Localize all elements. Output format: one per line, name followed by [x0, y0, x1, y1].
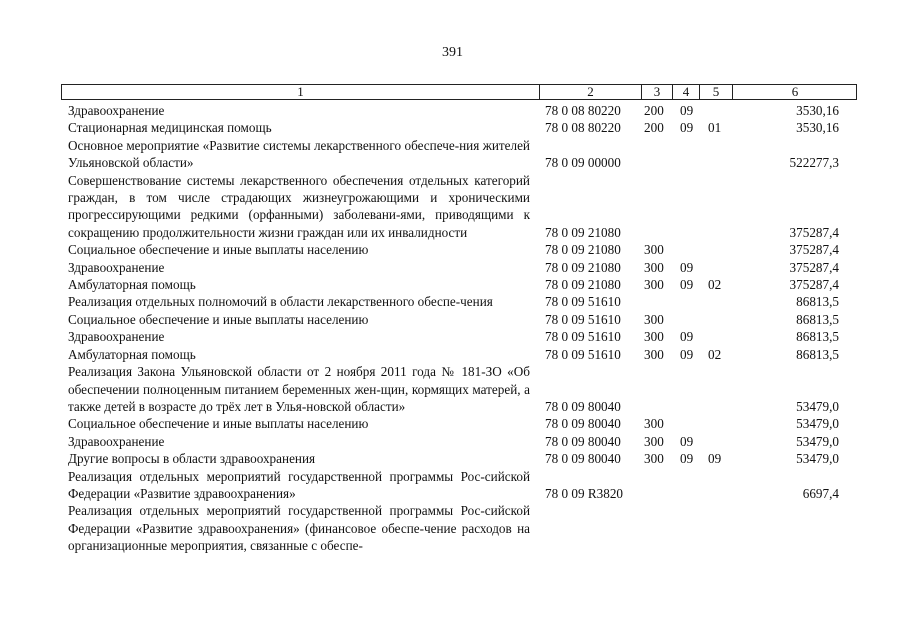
- row-expense-type: 300: [644, 242, 664, 258]
- row-amount: 522277,3: [789, 155, 839, 171]
- row-code: 78 0 09 21080: [545, 259, 621, 275]
- table-header: [61, 84, 857, 100]
- row-name: Другие вопросы в области здравоохранения: [68, 451, 316, 467]
- row-section: 09: [680, 259, 694, 275]
- row-expense-type: 300: [644, 329, 664, 345]
- header-col-2: 2: [587, 84, 594, 99]
- row-section: 09: [680, 451, 694, 467]
- row-subsection: 09: [708, 451, 722, 467]
- row-code: 78 0 09 51610: [545, 329, 621, 345]
- table-row: [0, 328, 905, 345]
- header-col-5: 5: [712, 84, 720, 99]
- row-code: 78 0 09 R3820: [545, 485, 624, 501]
- row-code: 78 0 09 51610: [545, 294, 621, 310]
- table-row: [0, 172, 905, 242]
- row-code: 78 0 09 21080: [545, 277, 621, 293]
- row-code: 78 0 09 21080: [545, 224, 621, 240]
- row-amount: 3530,16: [796, 103, 839, 118]
- row-amount: 3530,16: [796, 120, 839, 136]
- row-name: Здравоохранение: [68, 259, 165, 275]
- row-expense-type: 200: [644, 103, 664, 118]
- row-name: Здравоохранение: [68, 329, 165, 345]
- row-section: 09: [680, 277, 694, 293]
- row-code: 78 0 08 80220: [545, 103, 621, 118]
- row-section: 09: [680, 329, 694, 345]
- row-expense-type: 200: [644, 120, 664, 136]
- header-col-1: 1: [297, 84, 304, 99]
- row-name: Социальное обеспечение и иные выплаты населению: [68, 416, 369, 432]
- row-amount: 53479,0: [796, 398, 839, 414]
- table-row: [0, 346, 905, 363]
- row-name: Стационарная медицинская помощь: [68, 120, 272, 136]
- row-name: Реализация отдельных полномочий в области лекарственного обеспе-чения: [68, 294, 493, 310]
- table-row: [0, 450, 905, 467]
- table-row: [0, 433, 905, 450]
- page-number: 391: [442, 45, 463, 60]
- table-row: [0, 102, 905, 119]
- row-code: 78 0 09 80040: [545, 416, 621, 432]
- row-amount: 53479,0: [796, 451, 839, 467]
- row-name: Основное мероприятие «Развитие системы лекарственного обеспече-ния жителей Ульяновской области»: [68, 137, 530, 171]
- row-code: 78 0 09 51610: [545, 311, 621, 327]
- budget-table-body: [0, 102, 905, 555]
- row-name: Социальное обеспечение и иные выплаты населению: [68, 242, 369, 258]
- row-name: Совершенствование системы лекарственного обеспечения отдельных категорий граждан, в том числе страдающих жизнеугрожающими и хроническими прогрессирующими редкими (орфанными) заболевани-ями, приводящими к сокращению продолжительности жизни граждан или их инвалидности: [68, 172, 530, 240]
- table-row: [0, 293, 905, 310]
- row-amount: 86813,5: [796, 294, 839, 310]
- row-code: 78 0 09 80040: [545, 398, 621, 414]
- row-amount: 375287,4: [789, 259, 839, 275]
- row-expense-type: 300: [644, 451, 664, 467]
- row-expense-type: 300: [644, 433, 664, 449]
- row-code: 78 0 09 21080: [545, 242, 621, 258]
- row-code: 78 0 09 80040: [545, 451, 621, 467]
- row-amount: 86813,5: [796, 329, 839, 345]
- row-expense-type: 300: [644, 277, 664, 293]
- row-code: 78 0 09 00000: [545, 155, 621, 171]
- row-code: 78 0 08 80220: [545, 120, 621, 136]
- table-row: [0, 137, 905, 172]
- row-expense-type: 300: [644, 311, 664, 327]
- table-row: [0, 468, 905, 503]
- table-row: [0, 119, 905, 136]
- row-section: 09: [680, 346, 694, 362]
- row-amount: 53479,0: [796, 416, 839, 432]
- row-name: Реализация отдельных мероприятий государственной программы Рос-сийской Федерации «Развитие здравоохранения»: [68, 468, 530, 501]
- table-row: [0, 415, 905, 432]
- row-amount: 6697,4: [802, 485, 839, 501]
- row-section: 09: [680, 103, 694, 118]
- row-name: Реализация Закона Ульяновской области от 2 ноября 2011 года № 181-ЗО «Об обеспечении полноценным питанием беременных жен-щин, кормящих матерей, а также детей в возрасте до трёх лет в Улья-новской области»: [68, 364, 530, 414]
- row-name: Здравоохранение: [68, 103, 165, 118]
- row-subsection: 02: [708, 346, 722, 362]
- row-name: Амбулаторная помощь: [68, 277, 196, 293]
- row-expense-type: 300: [644, 416, 664, 432]
- table-row: [0, 276, 905, 293]
- table-row: [0, 363, 905, 415]
- row-amount: 375287,4: [789, 224, 839, 240]
- row-expense-type: 300: [644, 259, 664, 275]
- row-subsection: 02: [708, 277, 722, 293]
- header-col-4: 4: [682, 84, 690, 99]
- row-section: 09: [680, 433, 694, 449]
- row-amount: 375287,4: [789, 277, 839, 293]
- row-amount: 53479,0: [796, 433, 839, 449]
- row-code: 78 0 09 51610: [545, 346, 621, 362]
- row-section: 09: [680, 120, 694, 136]
- table-row: [0, 241, 905, 258]
- header-col-6: 6: [791, 84, 799, 99]
- header-col-3: 3: [653, 84, 661, 99]
- row-name: Реализация отдельных мероприятий государственной программы Рос-сийской Федерации «Развитие здравоохранения» (финансовое обеспе-чение расходов на организационные мероприятия, связанные с обеспе-: [68, 503, 530, 554]
- table-row: [0, 259, 905, 276]
- row-name: Амбулаторная помощь: [68, 346, 196, 362]
- row-expense-type: 300: [644, 346, 664, 362]
- row-amount: 375287,4: [789, 242, 839, 258]
- row-amount: 86813,5: [796, 311, 839, 327]
- row-subsection: 01: [708, 120, 722, 136]
- row-name: Социальное обеспечение и иные выплаты населению: [68, 311, 369, 327]
- row-amount: 86813,5: [796, 346, 839, 362]
- row-name: Здравоохранение: [68, 433, 165, 449]
- table-row: [0, 502, 905, 554]
- row-code: 78 0 09 80040: [545, 433, 621, 449]
- table-row: [0, 311, 905, 328]
